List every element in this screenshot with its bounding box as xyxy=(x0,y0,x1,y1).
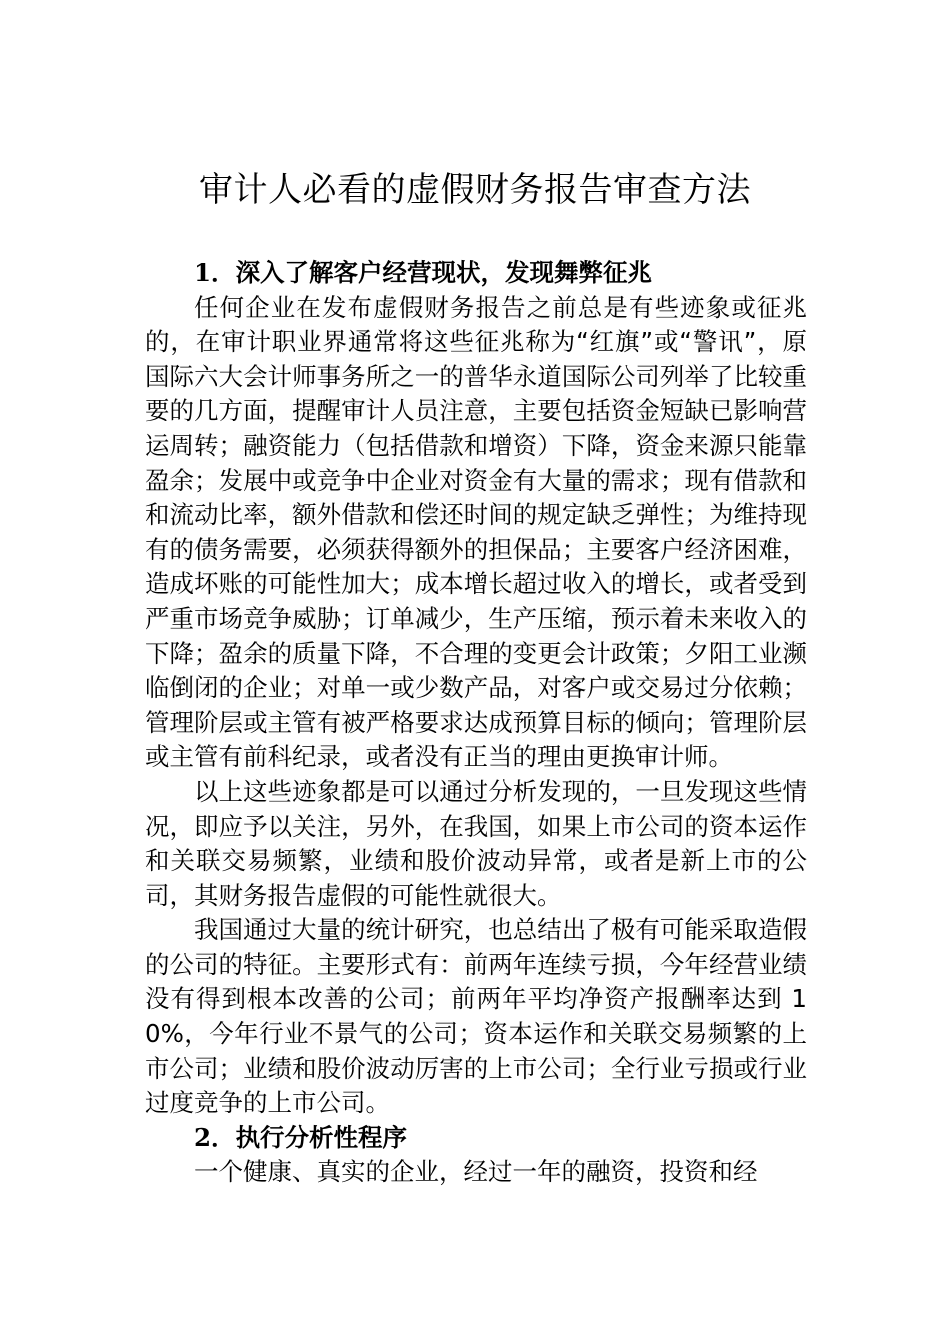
paragraph: 一个健康、真实的企业，经过一年的融资，投资和经 xyxy=(194,1157,758,1187)
section-heading-text-2: 执行分析性程序 xyxy=(235,1122,408,1152)
document-body xyxy=(145,256,807,1190)
section-number-2: 2． xyxy=(194,1122,236,1152)
paragraph: 以上这些迹象都是可以通过分析发现的，一旦发现这些情况，即应予以关注，另外，在我国，如果上市公司的资本运作和关联交易频繁，业绩和股价波动异常，或者是新上市的公司，其财务报告虚假的可能性就很大。 xyxy=(145,776,807,910)
section-heading-text-1: 深入了解客户经营现状，发现舞弊征兆 xyxy=(235,258,653,287)
paragraph: 任何企业在发布虚假财务报告之前总是有些迹象或征兆的，在审计职业界通常将这些征兆称为“红旗”或“警讯”，原国际六大会计师事务所之一的普华永道国际公司列举了比较重要的几方面，提醒审计人员注意，主要包括资金短缺已影响营运周转；融资能力（包括借款和增资）下降，资金来源只能靠盈余；发展中或竞争中企业对资金有大量的需求；现有借款和和流动比率，额外借款和偿还时间的规定缺乏弹性；为维持现有的债务需要，必须获得额外的担保品；主要客户经济困难，造成坏账的可能性加大；成本增长超过收入的增长，或者受到严重市场竞争威胁；订单减少，生产压缩，预示着未来收入的下降；盈余的质量下降，不合理的变更会计政策；夕阳工业濒临倒闭的企业；对单一或少数产品，对客户或交易过分依赖；管理阶层或主管有被严格要求达成预算目标的倾向；管理阶层或主管有前科纪录，或者没有正当的理由更换审计师。 xyxy=(145,292,807,772)
paragraph: 我国通过大量的统计研究，也总结出了极有可能采取造假的公司的特征。主要形式有：前两年连续亏损，今年经营业绩没有得到根本改善的公司；前两年平均净资产报酬率达到 10%，今年行业不景气的公司；资本运作和关联交易频繁的上市公司；业绩和股价波动厉害的上市公司；全行业亏损或行业过度竞争的上市公司。 xyxy=(145,915,807,1118)
section-number-1: 1． xyxy=(194,258,236,287)
section-heading-2 xyxy=(145,1121,807,1156)
section-heading-1 xyxy=(145,256,807,291)
document-title: 审计人必看的虚假财务报告审查方法 xyxy=(199,170,751,210)
